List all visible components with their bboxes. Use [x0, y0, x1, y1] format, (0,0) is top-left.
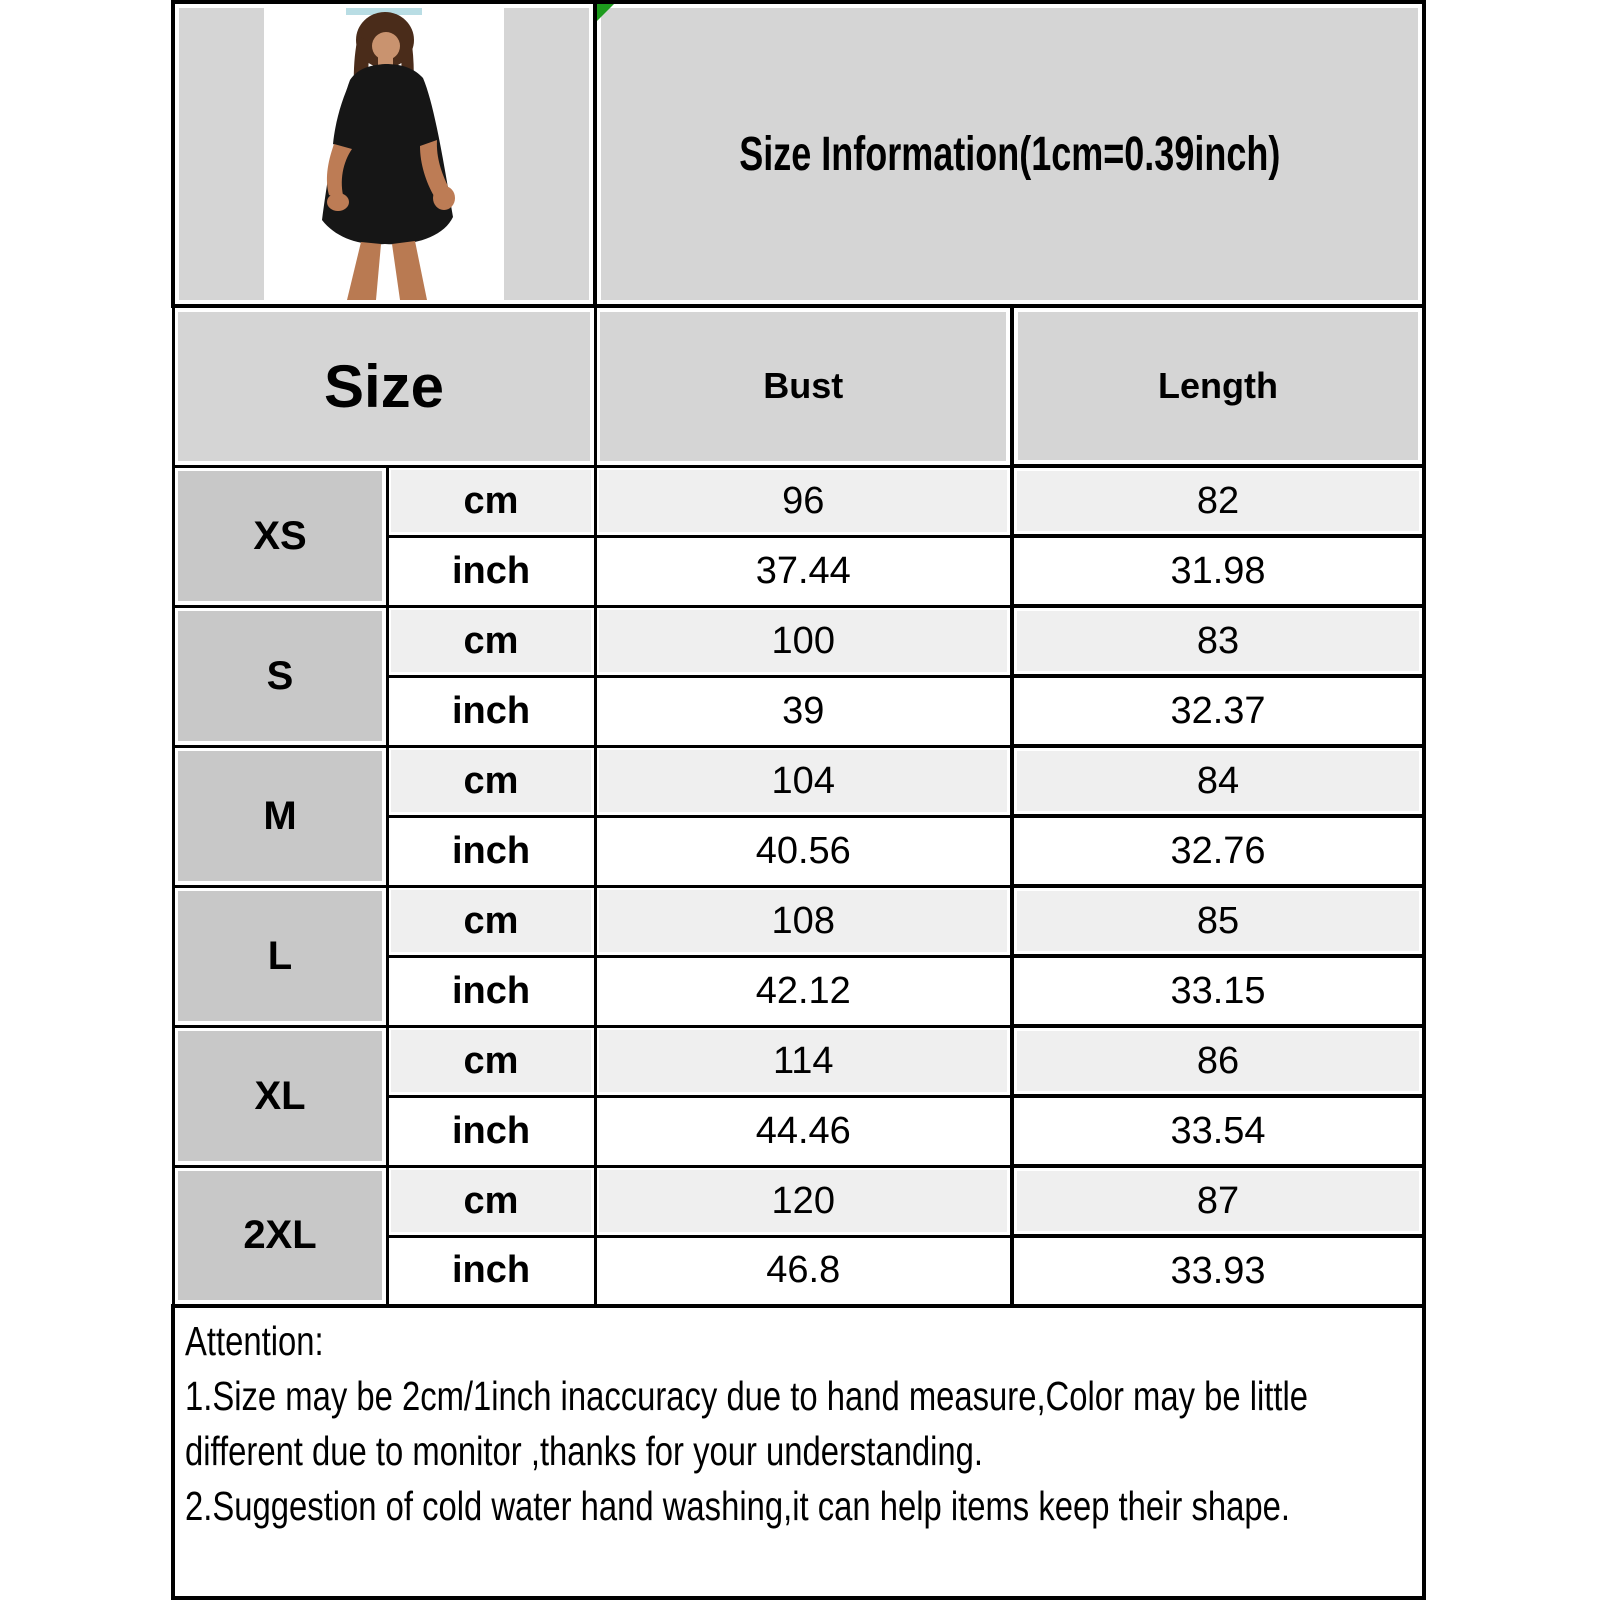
unit-label-inch: inch — [387, 1236, 595, 1306]
size-chart-sheet — [171, 0, 1422, 1592]
m-cm-length-value: 84 — [1012, 746, 1424, 816]
green-corner-marker-icon — [597, 4, 614, 21]
size-label-m: M — [173, 746, 387, 886]
table-row — [173, 746, 1424, 816]
s-cm-length-value: 83 — [1012, 606, 1424, 676]
l-inch-length-value: 33.15 — [1012, 956, 1424, 1026]
xl-inch-bust-value: 44.46 — [595, 1096, 1012, 1166]
2xl-cm-length-value: 87 — [1012, 1166, 1424, 1236]
size-label-xl: XL — [173, 1026, 387, 1166]
product-photo-cell — [173, 2, 595, 306]
page-title: Size Information(1cm=0.39inch) — [738, 127, 1281, 181]
l-cm-length-value: 85 — [1012, 886, 1424, 956]
table-row — [173, 466, 1424, 536]
xl-inch-length-value: 33.54 — [1012, 1096, 1424, 1166]
column-header-bust: Bust — [595, 306, 1012, 466]
unit-label-cm: cm — [387, 1026, 595, 1096]
title-cell — [595, 2, 1424, 306]
attention-heading: Attention: — [185, 1318, 324, 1364]
size-label-l: L — [173, 886, 387, 1026]
table-row — [173, 886, 1424, 956]
column-header-size: Size — [173, 306, 595, 466]
attention-note — [173, 1306, 1424, 1598]
unit-label-inch: inch — [387, 536, 595, 606]
unit-label-cm: cm — [387, 606, 595, 676]
xs-cm-length-value: 82 — [1012, 466, 1424, 536]
2xl-inch-bust-value: 46.8 — [595, 1236, 1012, 1306]
attention-line-3: 2.Suggestion of cold water hand washing,it can help items keep their shape. — [185, 1483, 1290, 1529]
table-row — [173, 1166, 1424, 1236]
unit-label-cm: cm — [387, 886, 595, 956]
size-label-2xl: 2XL — [173, 1166, 387, 1306]
xs-inch-bust-value: 37.44 — [595, 536, 1012, 606]
m-inch-bust-value: 40.56 — [595, 816, 1012, 886]
s-inch-bust-value: 39 — [595, 676, 1012, 746]
unit-label-cm: cm — [387, 746, 595, 816]
unit-label-cm: cm — [387, 1166, 595, 1236]
xl-cm-length-value: 86 — [1012, 1026, 1424, 1096]
column-header-length: Length — [1012, 306, 1424, 466]
product-photo-frame — [179, 8, 589, 300]
xs-inch-length-value: 31.98 — [1012, 536, 1424, 606]
unit-label-inch: inch — [387, 816, 595, 886]
attention-line-1: 1.Size may be 2cm/1inch inaccuracy due to hand measure,Color may be little — [185, 1373, 1309, 1419]
unit-label-inch: inch — [387, 676, 595, 746]
xs-cm-bust-value: 96 — [595, 466, 1012, 536]
unit-label-inch: inch — [387, 956, 595, 1026]
2xl-cm-bust-value: 120 — [595, 1166, 1012, 1236]
table-row — [173, 1026, 1424, 1096]
size-label-s: S — [173, 606, 387, 746]
size-label-xs: XS — [173, 466, 387, 606]
2xl-inch-length-value: 33.93 — [1012, 1236, 1424, 1306]
s-cm-bust-value: 100 — [595, 606, 1012, 676]
table-row — [173, 606, 1424, 676]
m-inch-length-value: 32.76 — [1012, 816, 1424, 886]
xl-cm-bust-value: 114 — [595, 1026, 1012, 1096]
unit-label-cm: cm — [387, 466, 595, 536]
l-inch-bust-value: 42.12 — [595, 956, 1012, 1026]
attention-line-2: different due to monitor ,thanks for your understanding. — [185, 1428, 984, 1474]
l-cm-bust-value: 108 — [595, 886, 1012, 956]
s-inch-length-value: 32.37 — [1012, 676, 1424, 746]
m-cm-bust-value: 104 — [595, 746, 1012, 816]
size-information-table — [171, 0, 1426, 1600]
unit-label-inch: inch — [387, 1096, 595, 1166]
product-photo — [264, 8, 504, 300]
woman-in-black-dress-illustration — [264, 8, 504, 300]
